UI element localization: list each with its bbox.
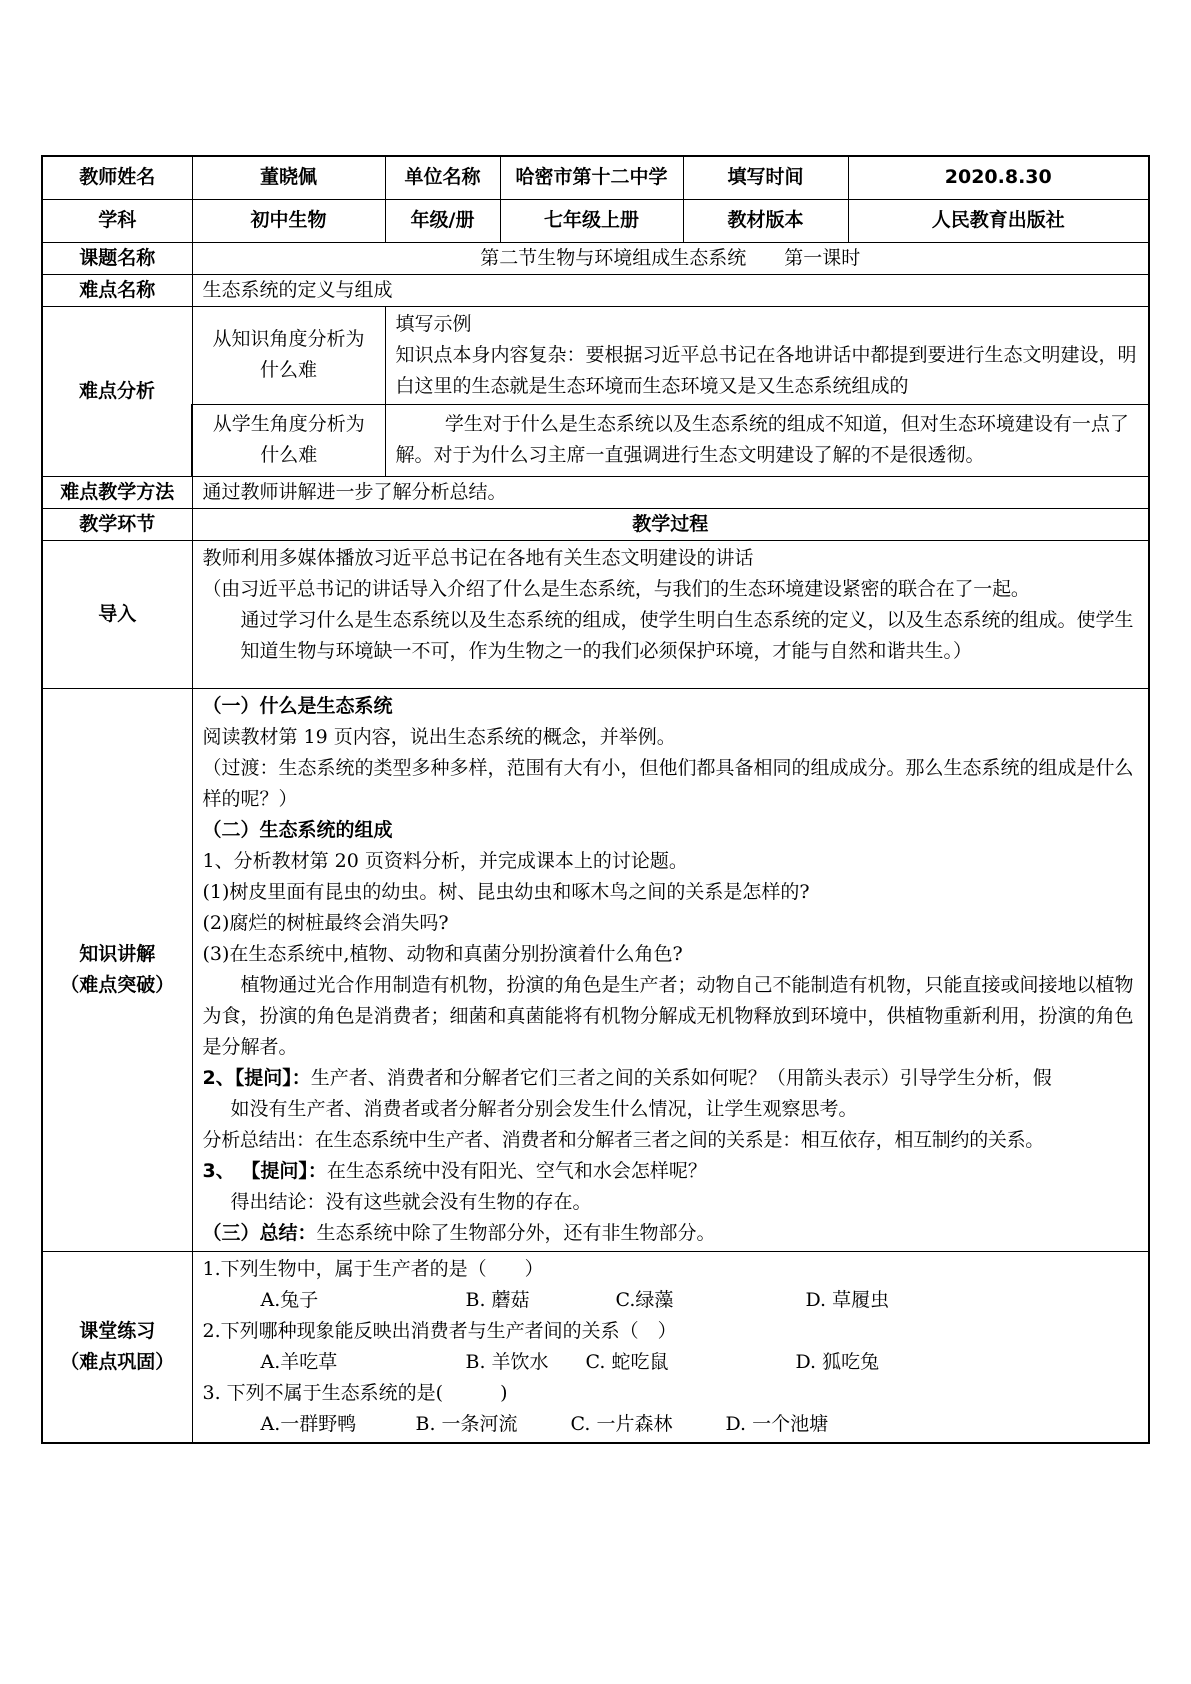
practice-question-2: 2.下列哪种现象能反映出消费者与生产者间的关系（ ） — [202, 1319, 677, 1342]
knowledge-p5b: 如没有生产者、消费者或者分解者分别会发生什么情况，让学生观察思考。 — [230, 1097, 858, 1120]
practice-content — [192, 1251, 1149, 1443]
knowledge-p6: 分析总结出：在生态系统中生产者、消费者和分解者三者之间的关系是：相互依存，相互制约的关系。 — [202, 1128, 1045, 1151]
intro-line-1: 教师利用多媒体播放习近平总书记在各地有关生态文明建设的讲话 — [202, 546, 754, 569]
option: C. 一片森林 — [570, 1412, 673, 1435]
question-lead-3: 3、 【提问】： — [202, 1159, 327, 1182]
knowledge-content — [192, 688, 1149, 1251]
practice-question-3-options — [203, 1409, 1139, 1440]
summary-text: 生态系统中除了生物部分外，还有非生物部分。 — [316, 1221, 716, 1244]
header-row-2 — [42, 199, 1149, 242]
knowledge-row — [42, 688, 1149, 1251]
method-value: 通过教师讲解进一步了解分析总结。 — [192, 476, 1149, 508]
knowledge-label-line-1: 知识讲解 — [79, 942, 156, 965]
lesson-plan-table — [41, 155, 1150, 1444]
teacher-name-label: 教师姓名 — [42, 156, 192, 199]
edition-label: 教材版本 — [683, 199, 848, 242]
fill-time-value: 2020.8.30 — [848, 156, 1149, 199]
question-text-3: 在生态系统中没有阳光、空气和水会怎样呢？ — [326, 1159, 707, 1182]
question-lead-2: 2、【提问】： — [202, 1066, 311, 1089]
option: A.一群野鸭 — [260, 1412, 357, 1435]
option: D. 狐吃兔 — [795, 1350, 880, 1373]
knowledge-label-line-2: （难点突破） — [60, 973, 175, 996]
grade-label: 年级/册 — [385, 199, 500, 242]
intro-row — [42, 540, 1149, 688]
option: D. 一个池塘 — [725, 1412, 829, 1435]
option: B. 一条河流 — [415, 1412, 518, 1435]
topic-label: 课题名称 — [42, 242, 192, 274]
knowledge-p8: 得出结论：没有这些就会没有生物的存在。 — [230, 1190, 592, 1213]
practice-label — [42, 1251, 192, 1443]
section-heading-2: （二）生态系统的组成 — [202, 818, 393, 841]
stage-column-header: 教学环节 — [42, 508, 192, 540]
option: C.绿藻 — [615, 1288, 674, 1311]
intro-line-3: 通过学习什么是生态系统以及生态系统的组成，使学生明白生态系统的定义，以及生态系统的组成。使学生知道生物与环境缺一不可，作为生物之一的我们必须保护环境，才能与自然和谐共生。） — [240, 608, 1134, 662]
student-angle-text: 学生对于什么是生态系统以及生态系统的组成不知道，但对生态环境建设有一点了解。对于为什么习主席一直强调进行生态文明建设了解的不是很透彻。 — [385, 404, 1149, 476]
difficulty-value: 生态系统的定义与组成 — [192, 274, 1149, 306]
discussion-question-2: (2)腐烂的树桩最终会消失吗? — [202, 911, 449, 934]
knowledge-p3: 1、分析教材第 20 页资料分析，并完成课本上的讨论题。 — [202, 849, 688, 872]
practice-label-line-2: （难点巩固） — [60, 1350, 175, 1373]
option: B. 羊饮水 — [465, 1350, 549, 1373]
option: D. 草履虫 — [805, 1288, 890, 1311]
option: A.羊吃草 — [260, 1350, 338, 1373]
knowledge-label — [42, 688, 192, 1251]
question-text-2: 生产者、消费者和分解者它们三者之间的关系如何呢？（用箭头表示）引导学生分析，假 — [310, 1066, 1052, 1089]
process-column-header: 教学过程 — [192, 508, 1149, 540]
process-header-row — [42, 508, 1149, 540]
option: B. 蘑菇 — [465, 1288, 530, 1311]
grade-value: 七年级上册 — [500, 199, 683, 242]
option: A.兔子 — [260, 1288, 319, 1311]
practice-row — [42, 1251, 1149, 1443]
option: C. 蛇吃鼠 — [585, 1350, 669, 1373]
knowledge-p4: 植物通过光合作用制造有机物，扮演的角色是生产者；动物自己不能制造有机物，只能直接或间接地以植物为食，扮演的角色是消费者；细菌和真菌能将有机物分解成无机物释放到环境中，供植物重新利用，扮演的角色是分解者。 — [202, 973, 1134, 1058]
difficulty-row — [42, 274, 1149, 306]
edition-value: 人民教育出版社 — [848, 199, 1149, 242]
summary-lead: （三）总结： — [202, 1221, 317, 1244]
unit-name-label: 单位名称 — [385, 156, 500, 199]
practice-question-2-options — [203, 1347, 1139, 1378]
student-angle-label: 从学生角度分析为什么难 — [192, 404, 385, 476]
intro-label: 导入 — [42, 540, 192, 688]
analysis-student-row — [42, 404, 1149, 476]
header-row-1 — [42, 156, 1149, 199]
fill-time-label: 填写时间 — [683, 156, 848, 199]
intro-content — [192, 540, 1149, 688]
knowledge-angle-label: 从知识角度分析为什么难 — [192, 306, 385, 404]
teacher-name-value: 董晓佩 — [192, 156, 385, 199]
topic-value: 第二节生物与环境组成生态系统 第一课时 — [192, 242, 1149, 274]
practice-question-1: 1.下列生物中，属于生产者的是（ ） — [202, 1257, 544, 1280]
analysis-label: 难点分析 — [42, 306, 192, 476]
discussion-question-3: (3)在生态系统中,植物、动物和真菌分别扮演着什么角色? — [202, 942, 683, 965]
discussion-question-1: (1)树皮里面有昆虫的幼虫。树、昆虫幼虫和啄木鸟之间的关系是怎样的? — [202, 880, 810, 903]
knowledge-angle-text: 知识点本身内容复杂：要根据习近平总书记在各地讲话中都提到要进行生态文明建设，明白这里的生态就是生态环境而生态环境又是又生态系统组成的 — [395, 343, 1137, 397]
knowledge-p9 — [203, 1218, 1139, 1249]
difficulty-label: 难点名称 — [42, 274, 192, 306]
knowledge-p7 — [203, 1156, 1139, 1187]
topic-row — [42, 242, 1149, 274]
method-row — [42, 476, 1149, 508]
knowledge-example-heading: 填写示例 — [395, 312, 472, 335]
subject-value: 初中生物 — [192, 199, 385, 242]
lesson-plan-sheet — [41, 155, 1148, 1444]
practice-question-3: 3. 下列不属于生态系统的是( ) — [202, 1381, 508, 1404]
practice-question-1-options — [203, 1285, 1139, 1316]
knowledge-p2: （过渡：生态系统的类型多种多样，范围有大有小，但他们都具备相同的组成成分。那么生态系统的组成是什么样的呢？） — [202, 756, 1134, 810]
section-heading-1: （一）什么是生态系统 — [202, 694, 393, 717]
knowledge-p1: 阅读教材第 19 页内容，说出生态系统的概念，并举例。 — [202, 725, 676, 748]
intro-line-2: （由习近平总书记的讲话导入介绍了什么是生态系统，与我们的生态环境建设紧密的联合在了一起。 — [202, 577, 1030, 600]
method-label: 难点教学方法 — [42, 476, 192, 508]
knowledge-p5 — [203, 1063, 1139, 1094]
knowledge-angle-content — [385, 306, 1149, 404]
practice-label-line-1: 课堂练习 — [79, 1319, 156, 1342]
unit-name-value: 哈密市第十二中学 — [500, 156, 683, 199]
analysis-knowledge-row — [42, 306, 1149, 404]
subject-label: 学科 — [42, 199, 192, 242]
